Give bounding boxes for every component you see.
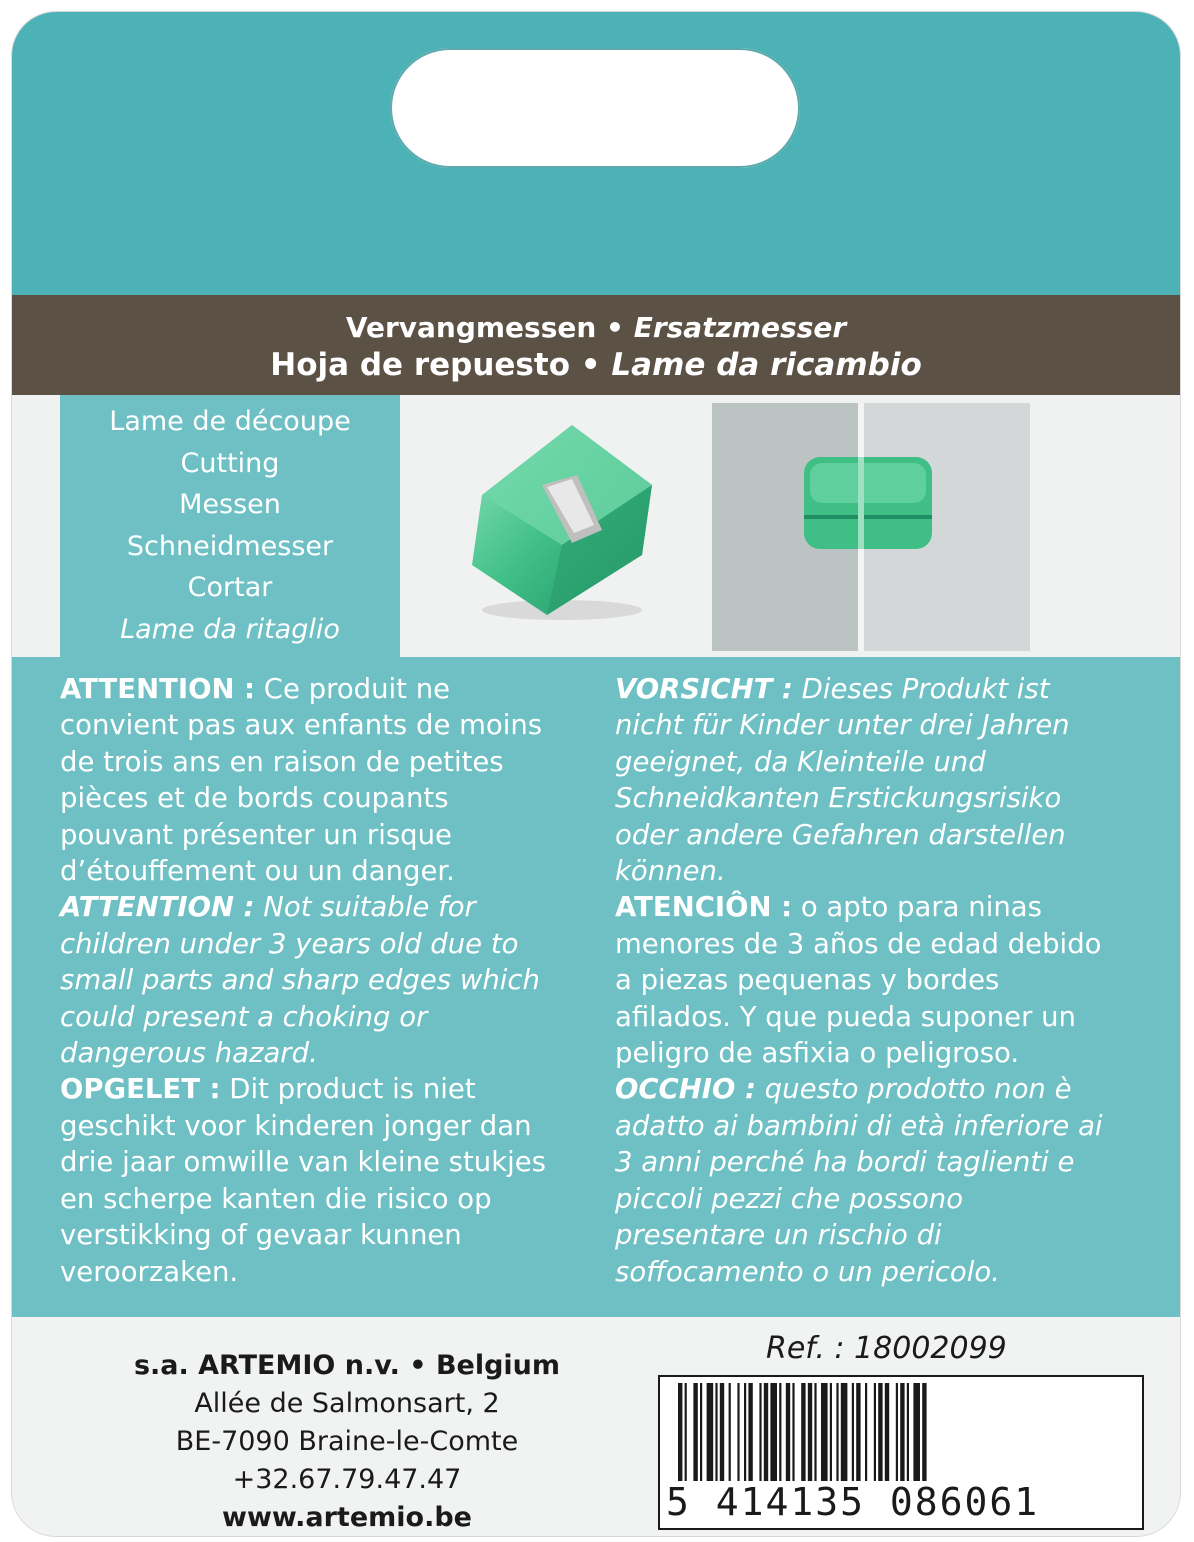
blade-photo-top	[712, 403, 1030, 651]
barcode-bar	[836, 1383, 838, 1481]
warnings-right-column	[615, 671, 1115, 1290]
company-phone: +32.67.79.47.47	[232, 1464, 462, 1495]
warning-fr-text: Ce produit ne convient pas aux enfants de moins de trois ans en raison de petites pièces et de bords coupants pouvant présenter un risque d’étouffement ou un danger.	[60, 673, 543, 888]
label-nl: Messen	[179, 489, 281, 520]
barcode-bar	[700, 1383, 702, 1481]
warning-fr	[60, 671, 560, 889]
label-de: Schneidmesser	[126, 530, 334, 562]
warning-en	[60, 889, 560, 1071]
product-section	[12, 395, 1180, 657]
barcode-bar	[841, 1383, 848, 1481]
warning-es-text: o apto para ninas menores de 3 años de edad debido a piezas pequenas y bordes afilados. Y que pueda suponer un peligro de asfixia o peligroso.	[615, 891, 1102, 1070]
barcode-bar	[764, 1383, 768, 1481]
barcode-bar	[737, 1383, 739, 1481]
warning-nl-text: Dit product is niet geschikt voor kinderen jonger dan drie jaar omwille van kleine stukjes en scherpe kanten die risico op verstikking of gevaar kunnen veroorzaken.	[60, 1073, 547, 1288]
warning-nl	[60, 1071, 560, 1289]
title-band	[12, 295, 1180, 395]
blade-photo-angled	[452, 415, 667, 625]
label-es: Cortar	[187, 572, 273, 603]
barcode-bar	[720, 1383, 724, 1481]
barcode-bar	[685, 1383, 687, 1481]
hang-hole	[390, 48, 800, 168]
barcode-bar	[865, 1383, 867, 1481]
barcode-bar	[874, 1383, 876, 1481]
barcode-bar	[913, 1383, 920, 1481]
barcode	[658, 1375, 1144, 1530]
company-name: s.a. ARTEMIO n.v. • Belgium	[133, 1350, 561, 1381]
barcode-bar	[896, 1383, 898, 1481]
warning-fr-key: ATTENTION :	[60, 673, 256, 705]
barcode-bar	[748, 1383, 752, 1481]
warning-it	[615, 1071, 1115, 1289]
warning-en-text: Not suitable for children under 3 years old due to small parts and sharp edges which could present a choking or dangerous hazard.	[60, 891, 540, 1070]
function-labels	[60, 395, 400, 657]
company-website: www.artemio.be	[222, 1502, 472, 1533]
warning-es	[615, 889, 1115, 1071]
barcode-bar	[814, 1383, 816, 1481]
warning-it-text: questo prodotto non è adatto ai bambini di età inferiore ai 3 anni perché ha bordi taglienti e piccoli pezzi che possono presentare un rischio di soffocamento o un pericolo.	[615, 1073, 1103, 1288]
barcode-bar	[885, 1383, 889, 1481]
label-it: Lame da ritaglio	[120, 613, 340, 645]
title-it: Lame da ricambio	[611, 347, 922, 383]
barcode-bar	[808, 1383, 812, 1481]
barcode-bar	[878, 1383, 882, 1481]
barcode-bar	[693, 1383, 697, 1481]
title-es: Hoja de repuesto	[270, 347, 571, 383]
title-line-2	[12, 347, 1180, 383]
barcode-bar	[907, 1383, 909, 1481]
barcode-bar	[821, 1383, 828, 1481]
barcode-bar	[852, 1383, 854, 1481]
barcode-bar	[759, 1383, 761, 1481]
warning-de-key: VORSICHT :	[615, 673, 793, 705]
barcode-bar	[715, 1383, 717, 1481]
warning-de	[615, 671, 1115, 889]
title-separator: •	[596, 311, 634, 344]
package-card	[12, 12, 1180, 1536]
barcode-bar	[922, 1383, 926, 1481]
label-fr: Lame de découpe	[109, 406, 351, 437]
warning-en-key: ATTENTION :	[60, 891, 255, 924]
company-street: Allée de Salmonsart, 2	[194, 1388, 500, 1419]
footer-section	[12, 1317, 1180, 1536]
label-en: Cutting	[180, 447, 280, 479]
company-city: BE-7090 Braine-le-Comte	[175, 1426, 519, 1457]
barcode-bar	[729, 1383, 731, 1481]
warnings-left-column	[60, 671, 560, 1290]
title-separator: •	[570, 347, 612, 383]
warning-it-key: OCCHIO :	[615, 1073, 756, 1106]
warning-de-text: Dieses Produkt ist nicht für Kinder unter drei Jahren geeignet, da Kleinteile und Schneidkanten Erstickungsrisiko oder andere Gefahren darstellen können.	[615, 673, 1070, 888]
barcode-bar	[792, 1383, 794, 1481]
warnings-section	[12, 657, 1180, 1317]
title-line-1	[12, 311, 1180, 344]
barcode-bar	[801, 1383, 805, 1481]
barcode-bar	[770, 1383, 777, 1481]
warning-nl-key: OPGELET :	[60, 1073, 221, 1106]
product-ref: Ref. : 18002099	[766, 1331, 1007, 1366]
barcode-bar	[707, 1383, 714, 1481]
barcode-bar	[786, 1383, 790, 1481]
top-teal-band	[12, 12, 1180, 295]
company-address	[102, 1347, 592, 1536]
barcode-bar	[744, 1383, 746, 1481]
barcode-bar	[779, 1383, 781, 1481]
title-nl: Vervangmessen	[345, 311, 597, 344]
barcode-bar	[678, 1383, 682, 1481]
barcode-bars	[674, 1383, 1130, 1481]
barcode-bar	[900, 1383, 904, 1481]
title-de: Ersatzmesser	[633, 311, 847, 344]
barcode-bar	[856, 1383, 860, 1481]
barcode-bar	[830, 1383, 832, 1481]
barcode-digits: 5 414135 086061	[666, 1480, 1040, 1524]
warning-es-key: ATENCIÔN :	[615, 891, 793, 924]
